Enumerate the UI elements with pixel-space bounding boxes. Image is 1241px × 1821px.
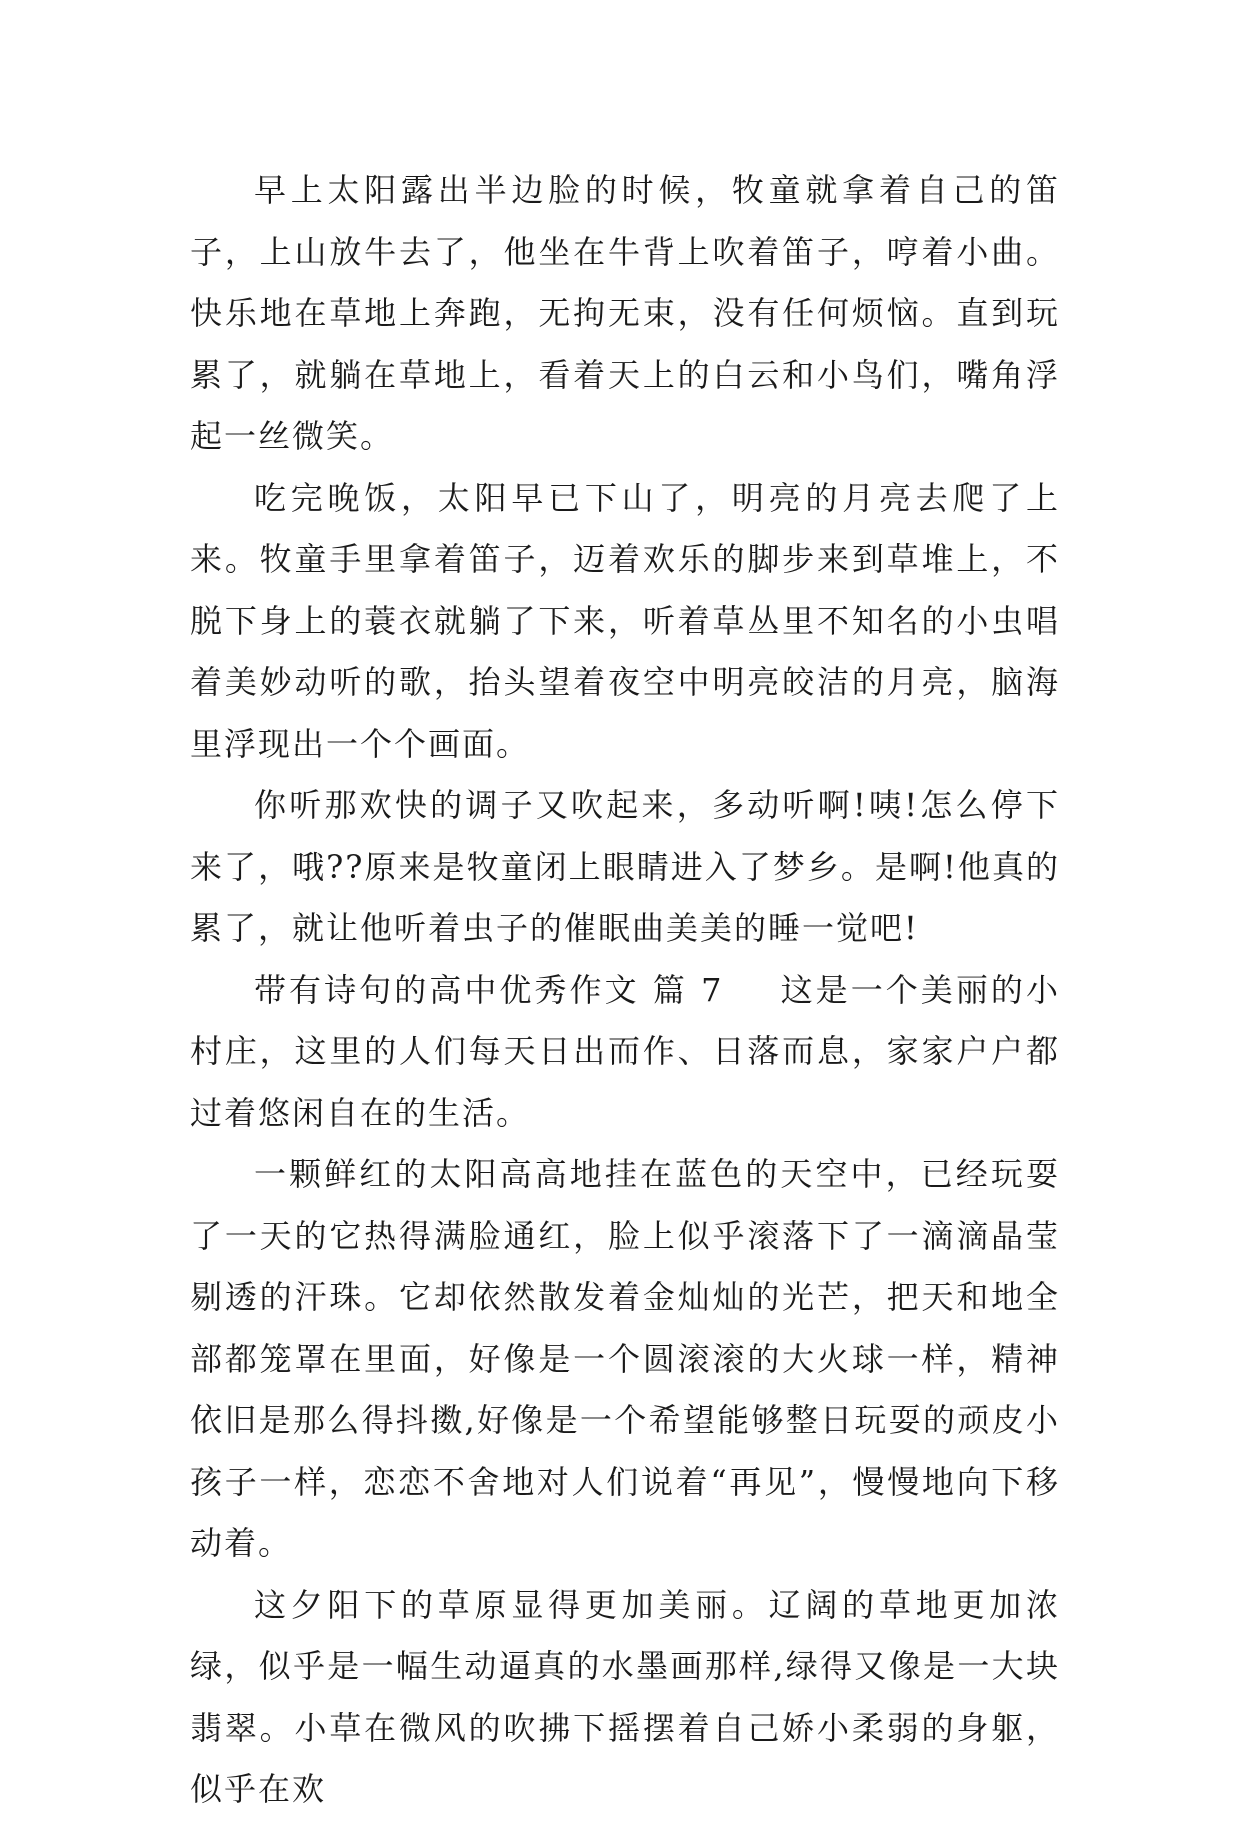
section-paragraph [190, 960, 1060, 1145]
section-intro: 这是一个美丽的小村庄，这里的人们每天日出而作、日落而息，家家户户都过着悠闲自在的生活。 [190, 970, 1060, 1132]
paragraph-grassland: 这夕阳下的草原显得更加美丽。辽阔的草地更加浓绿，似乎是一幅生动逼真的水墨画那样,绿得又像是一大块翡翠。小草在微风的吹拂下摇摆着自己娇小柔弱的身躯，似乎在欢 [190, 1585, 1060, 1808]
document-body [190, 160, 1060, 1821]
section-heading: 带有诗句的高中优秀作文 篇 7 [254, 970, 724, 1009]
paragraph-sun: 一颗鲜红的太阳高高地挂在蓝色的天空中，已经玩耍了一天的它热得满脸通红，脸上似乎滚落下了一滴滴晶莹剔透的汗珠。它却依然散发着金灿灿的光芒，把天和地全部都笼罩在里面，好像是一个圆滚滚的大火球一样，精神依旧是那么得抖擞,好像是一个希望能够整日玩耍的顽皮小孩子一样，恋恋不舍地对人们说着“再见”，慢慢地向下移动着。 [190, 1155, 1060, 1562]
paragraph-morning: 早上太阳露出半边脸的时候，牧童就拿着自己的笛子，上山放牛去了，他坐在牛背上吹着笛子，哼着小曲。快乐地在草地上奔跑，无拘无束，没有任何烦恼。直到玩累了，就躺在草地上，看着天上的白云和小鸟们，嘴角浮起一丝微笑。 [190, 171, 1060, 455]
paragraph-evening: 吃完晚饭，太阳早已下山了，明亮的月亮去爬了上来。牧童手里拿着笛子，迈着欢乐的脚步来到草堆上，不脱下身上的蓑衣就躺了下来，听着草丛里不知名的小虫唱着美妙动听的歌，抬头望着夜空中明亮皎洁的月亮，脑海里浮现出一个个画面。 [190, 478, 1060, 763]
paragraph-dream: 你听那欢快的调子又吹起来，多动听啊!咦!怎么停下来了，哦??原来是牧童闭上眼睛进入了梦乡。是啊!他真的累了，就让他听着虫子的催眠曲美美的睡一觉吧! [190, 786, 1060, 947]
